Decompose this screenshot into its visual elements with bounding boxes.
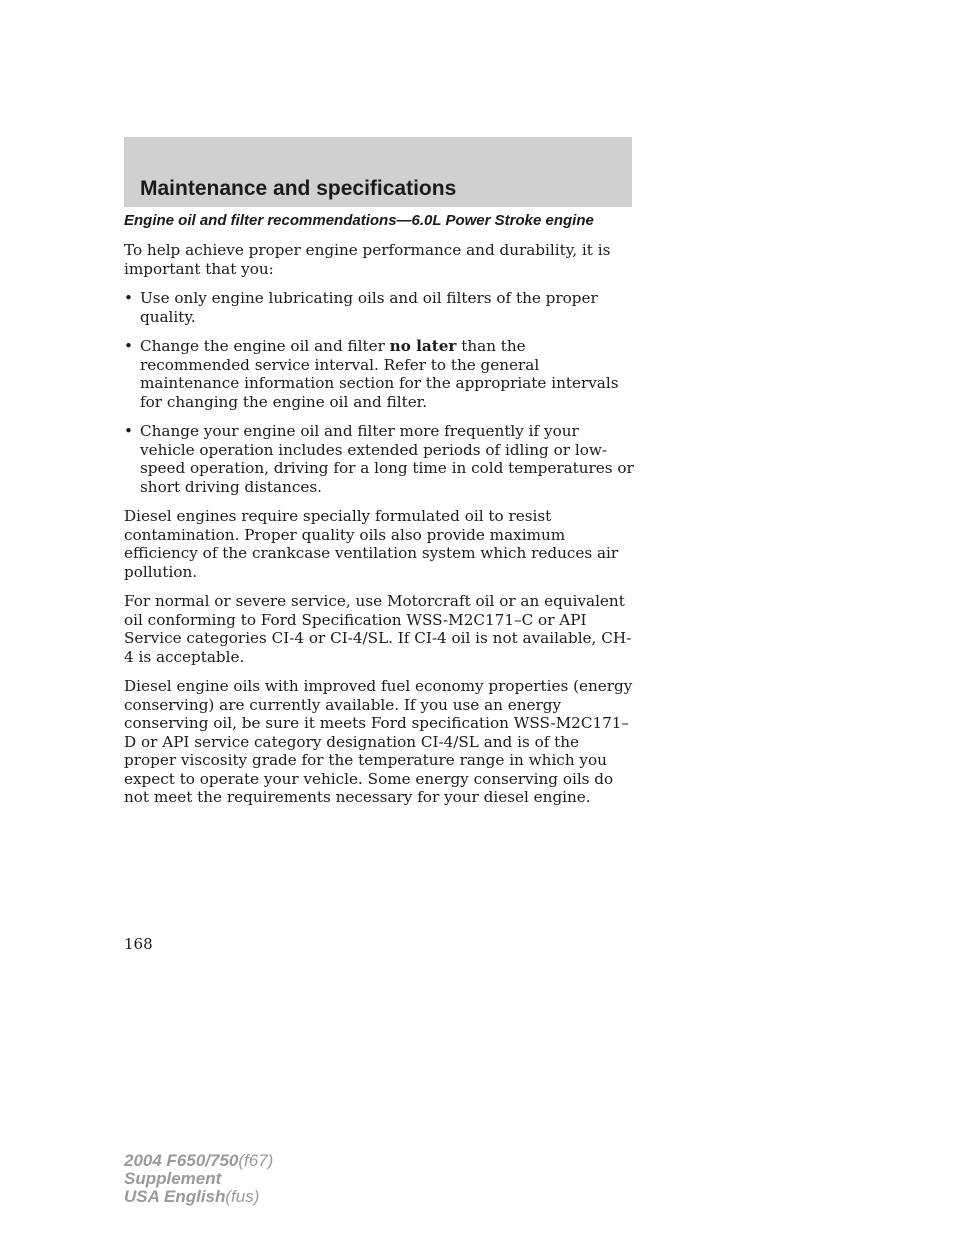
section-header-band xyxy=(124,137,632,207)
document-footer xyxy=(124,1152,273,1206)
body-paragraph: For normal or severe service, use Motorcraft oil or an equivalent oil conforming to Ford Specification WSS-M2C171–C or API Service categories CI-4 or CI-4/SL. If CI-4 oil is not available, CH-4 is acceptable. xyxy=(124,592,632,666)
body-paragraph: Diesel engine oils with improved fuel economy properties (energy conserving) are currently available. If you use an energy conserving oil, be sure it meets Ford specification WSS-M2C171–D or API service category designation CI-4/SL and is of the proper viscosity grade for the temperature range in which you expect to operate your vehicle. Some energy conserving oils do not meet the requirements necessary for your diesel engine. xyxy=(124,677,633,806)
footer-model-line xyxy=(124,1152,273,1170)
body-paragraph: Diesel engines require specially formulated oil to resist contamination. Proper quality oils also provide maximum efficiency of the crankcase ventilation system which reduces air pollution. xyxy=(124,507,619,581)
emphasis-text: no later xyxy=(389,337,457,355)
list-item-text-end: than the recommended service interval. Refer to the general maintenance information section for the appropriate intervals for changing the engine oil and filter. xyxy=(140,337,619,411)
bullet-icon: • xyxy=(124,289,133,307)
bullet-icon: • xyxy=(124,422,133,440)
footer-language-line xyxy=(124,1188,273,1206)
list-item-text-start: Change the engine oil and filter xyxy=(140,337,390,355)
page-content xyxy=(124,212,634,818)
footer-model: 2004 F650/750 xyxy=(124,1151,239,1170)
list-item xyxy=(124,289,634,326)
bullet-icon: • xyxy=(124,337,133,355)
footer-doc-type: Supplement xyxy=(124,1169,222,1188)
list-item xyxy=(124,422,634,496)
intro-paragraph: To help achieve proper engine performance and durability, it is important that you: xyxy=(124,241,611,278)
list-item-text: Change your engine oil and filter more frequently if your vehicle operation includes extended periods of idling or low-speed operation, driving for a long time in cold temperatures or short driving distances. xyxy=(140,422,634,496)
footer-language: USA English xyxy=(124,1187,226,1206)
list-item-text: Use only engine lubricating oils and oil filters of the proper quality. xyxy=(140,289,598,326)
page-number: 168 xyxy=(124,935,153,953)
subsection-heading: Engine oil and filter recommendations—6.0L Power Stroke engine xyxy=(124,212,594,229)
footer-language-code: (fus) xyxy=(225,1187,260,1206)
footer-model-code: (f67) xyxy=(238,1151,274,1170)
list-item xyxy=(124,337,634,411)
section-title: Maintenance and specifications xyxy=(140,177,457,200)
